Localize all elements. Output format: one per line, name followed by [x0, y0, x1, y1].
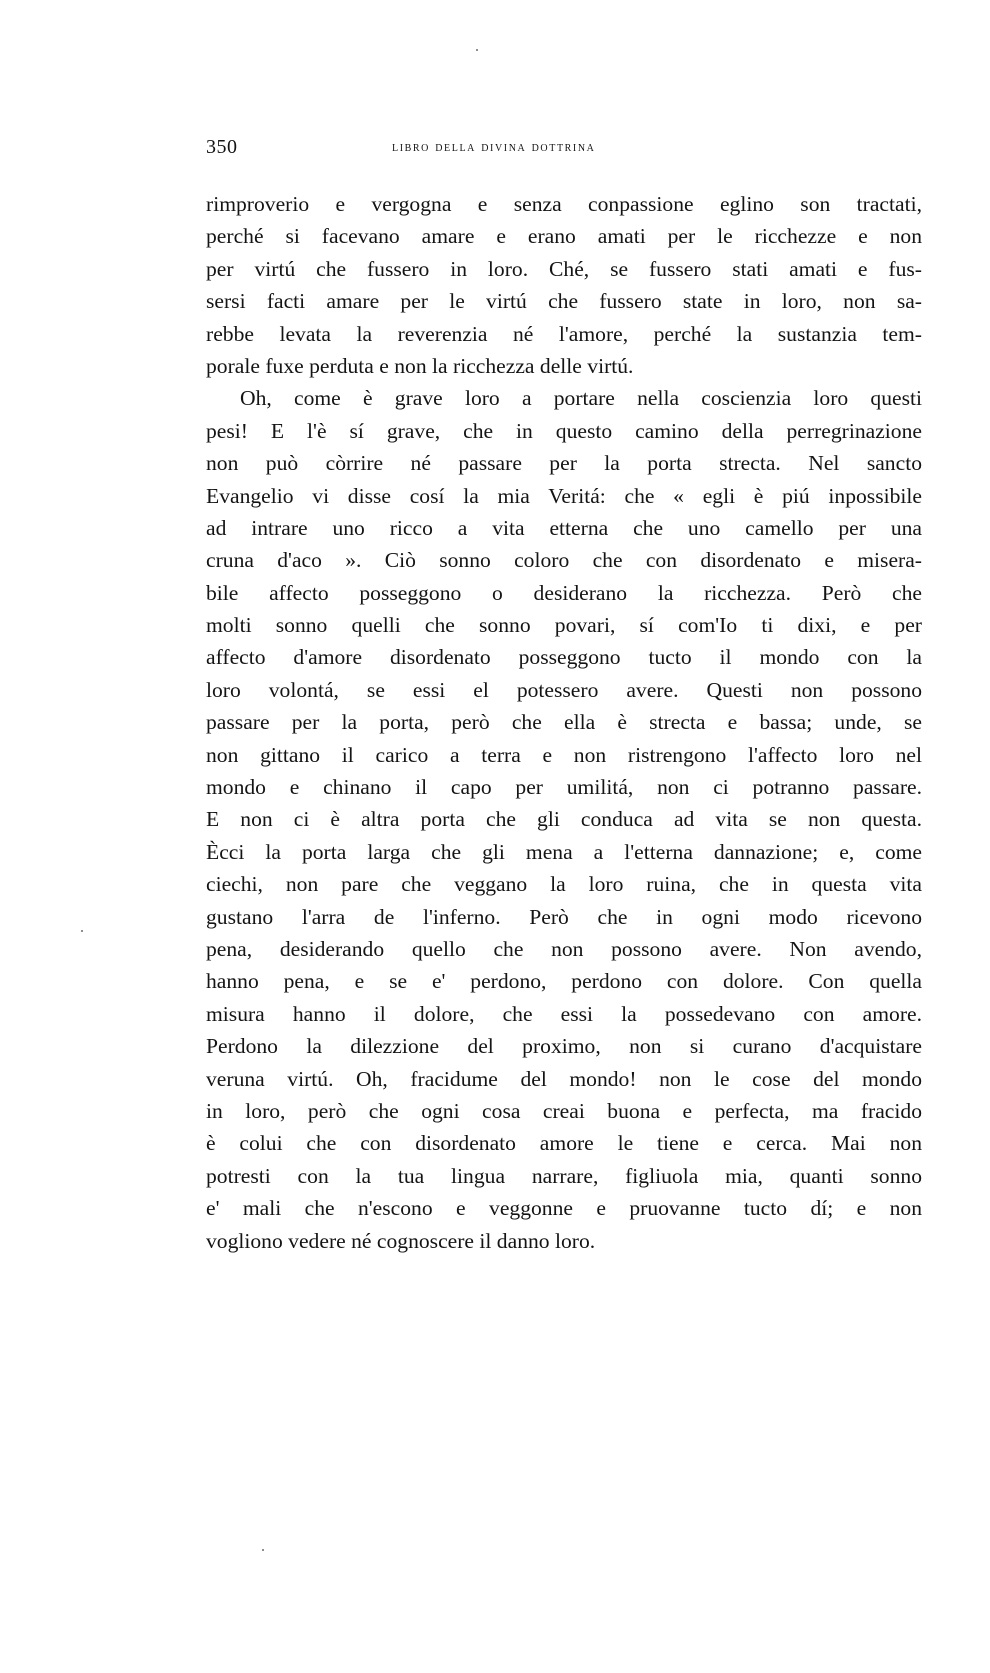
text-line: non può còrrire né passare per la porta strecta. Nel sancto	[206, 451, 922, 476]
text-line: misura hanno il dolore, che essi la possedevano con amore.	[206, 1001, 922, 1026]
text-line: non gittano il carico a terra e non ristrengono l'affecto loro nel	[206, 742, 922, 767]
text-line: Oh, come è grave loro a portare nella coscienzia loro questi	[240, 386, 922, 411]
text-line: bile affecto posseggono o desiderano la ricchezza. Però che	[206, 580, 922, 605]
text-line: pena, desiderando quello che non possono avere. Non avendo,	[206, 936, 922, 961]
text-line: e' mali che n'escono e veggonne e pruovanne tucto dí; e non	[206, 1196, 922, 1221]
text-line: Ècci la porta larga che gli mena a l'etterna dannazione; e, come	[206, 839, 922, 864]
text-line: vogliono vedere né cognoscere il danno loro.	[206, 1228, 596, 1253]
text-line: hanno pena, e se e' perdono, perdono con dolore. Con quella	[206, 969, 922, 994]
text-line: in loro, però che ogni cosa creai buona e perfecta, ma fracido	[206, 1098, 922, 1123]
paper-speck	[262, 1549, 264, 1551]
paragraph	[206, 188, 922, 382]
text-line: perché si facevano amare e erano amati per le ricchezze e non	[206, 224, 922, 249]
text-line: ciechi, non pare che veggano la loro ruina, che in questa vita	[206, 872, 922, 897]
running-title: libro della divina dottrina	[392, 139, 596, 155]
text-line: rebbe levata la reverenzia né l'amore, perché la sustanzia tem-	[206, 321, 922, 346]
paper-speck	[81, 930, 83, 932]
text-line: sersi facti amare per le virtú che fussero state in loro, non sa-	[206, 289, 922, 314]
text-line: affecto d'amore disordenato posseggono tucto il mondo con la	[206, 645, 922, 670]
text-line: potresti con la tua lingua narrare, figliuola mia, quanti sonno	[206, 1163, 922, 1188]
text-line: gustano l'arra de l'inferno. Però che in ogni modo ricevono	[206, 904, 922, 929]
text-line: molti sonno quelli che sonno povari, sí com'Io ti dixi, e per	[206, 613, 922, 638]
text-line: rimproverio e vergogna e senza conpassione eglino son tractati,	[206, 192, 922, 216]
text-line: è colui che con disordenato amore le tiene e cerca. Mai non	[206, 1131, 922, 1156]
text-line: pesi! E l'è sí grave, che in questo camino della perregrinazione	[206, 418, 922, 443]
text-line: mondo e chinano il capo per umilitá, non ci potranno passare.	[206, 775, 922, 800]
text-line: veruna virtú. Oh, fracidume del mondo! non le cose del mondo	[206, 1066, 922, 1091]
body-text	[206, 188, 922, 1257]
text-line: ad intrare uno ricco a vita etterna che uno camello per una	[206, 515, 922, 540]
text-line: Evangelio vi disse cosí la mia Veritá: che « egli è piú inpossibile	[206, 483, 922, 508]
text-line: E non ci è altra porta che gli conduca ad vita se non questa.	[206, 807, 922, 832]
text-line: loro volontá, se essi el potessero avere. Questi non possono	[206, 677, 922, 702]
running-head	[206, 136, 922, 166]
text-line: Perdono la dilezzione del proximo, non si curano d'acquistare	[206, 1034, 922, 1059]
paper-speck	[476, 49, 478, 51]
paragraph	[206, 382, 922, 1257]
page-number: 350	[206, 136, 238, 158]
text-line: per virtú che fussero in loro. Ché, se fussero stati amati e fus-	[206, 256, 922, 281]
text-line: porale fuxe perduta e non la ricchezza delle virtú.	[206, 353, 634, 378]
text-line: cruna d'aco ». Ciò sonno coloro che con disordenato e misera-	[206, 548, 922, 573]
text-line: passare per la porta, però che ella è strecta e bassa; unde, se	[206, 710, 922, 735]
